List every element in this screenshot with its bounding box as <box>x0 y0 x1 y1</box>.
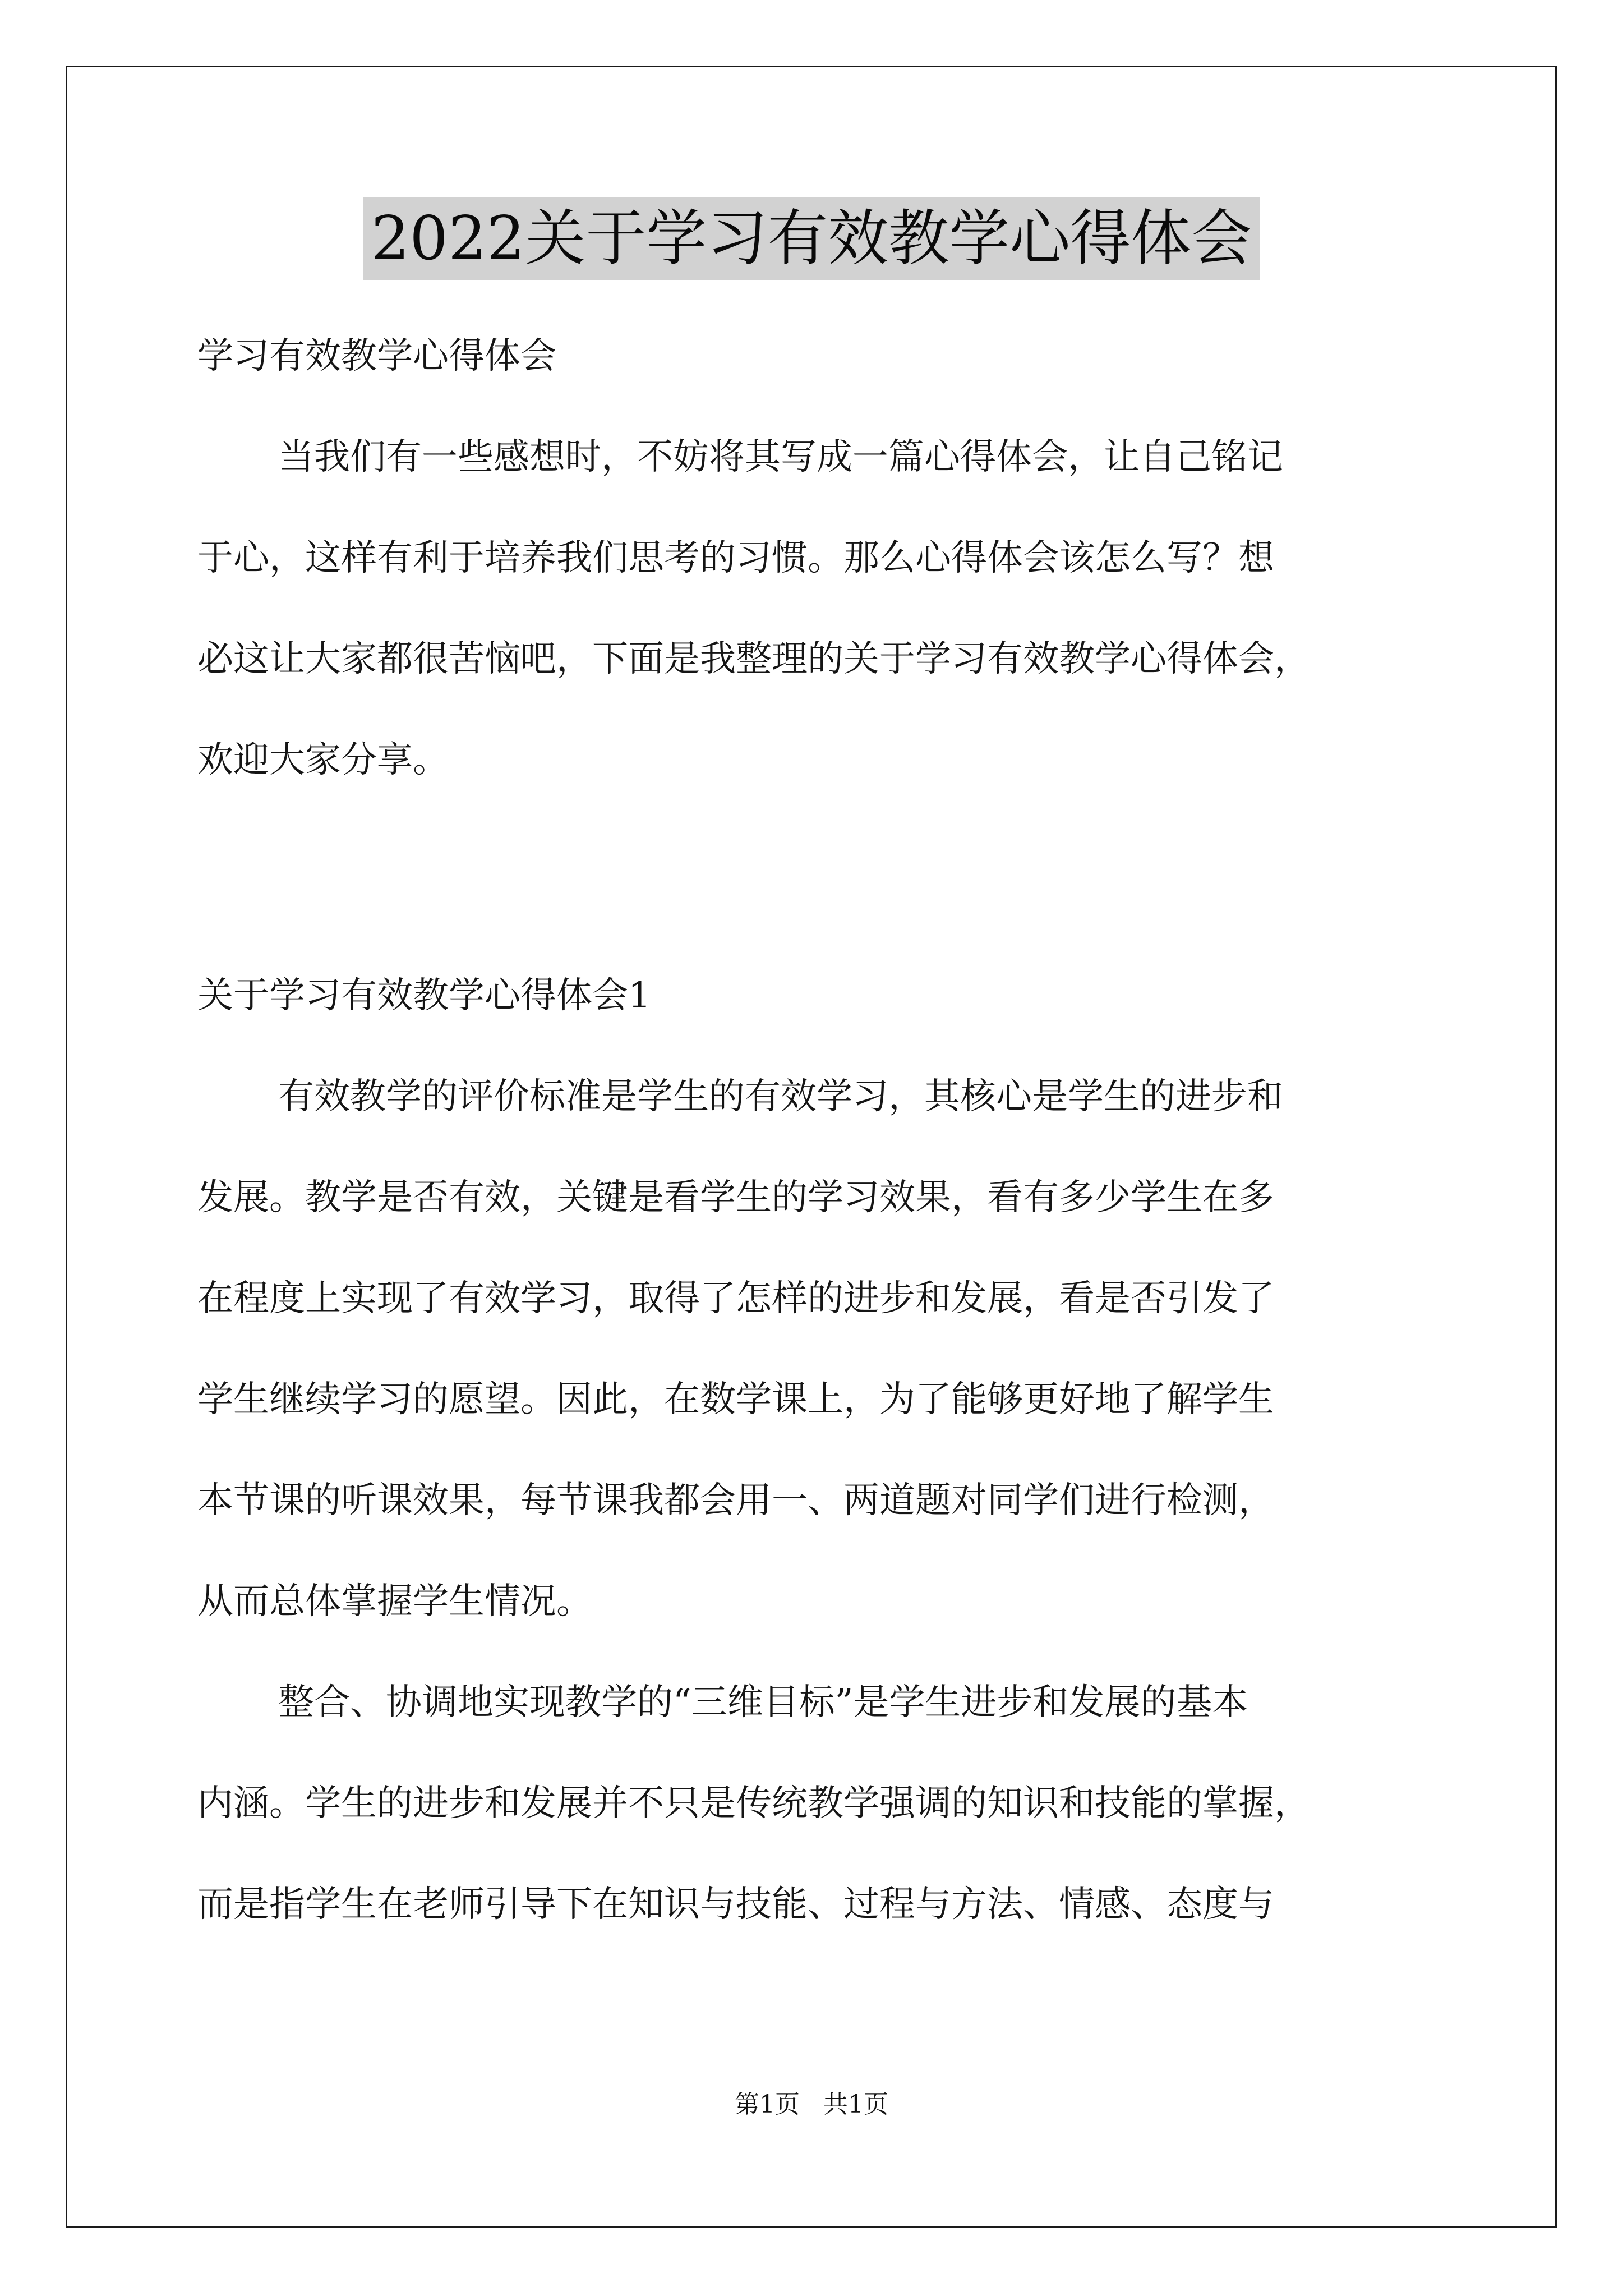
section-heading: 学习有效教学心得体会 <box>197 335 556 377</box>
paragraph-line: 而是指学生在老师引导下在知识与技能、过程与方法、情感、态度与 <box>197 1884 1274 1925</box>
paragraph-line: 欢迎大家分享。 <box>197 739 449 781</box>
page-total: 共1页 <box>823 2090 888 2119</box>
page-footer <box>0 2088 1623 2122</box>
paragraph-line: 本节课的听课效果，每节课我都会用一、两道题对同学们进行检测， <box>197 1480 1274 1521</box>
paragraph-line: 于心，这样有利于培养我们思考的习惯。那么心得体会该怎么写？想 <box>197 537 1274 579</box>
paragraph-line: 在程度上实现了有效学习，取得了怎样的进步和发展，看是否引发了 <box>197 1278 1274 1319</box>
document-title: 2022关于学习有效教学心得体会 <box>363 197 1260 280</box>
title-container <box>0 197 1623 280</box>
section-heading: 关于学习有效教学心得体会1 <box>197 975 651 1016</box>
paragraph-line: 内涵。学生的进步和发展并不只是传统教学强调的知识和技能的掌握， <box>197 1783 1310 1824</box>
paragraph-line: 从而总体掌握学生情况。 <box>197 1581 592 1622</box>
paragraph-line: 必这让大家都很苦恼吧，下面是我整理的关于学习有效教学心得体会， <box>197 638 1310 680</box>
paragraph-line: 当我们有一些感想时，不妨将其写成一篇心得体会，让自己铭记 <box>278 436 1283 478</box>
paragraph-line: 有效教学的评价标准是学生的有效学习，其核心是学生的进步和 <box>278 1076 1283 1117</box>
paragraph-line: 发展。教学是否有效，关键是看学生的学习效果，看有多少学生在多 <box>197 1177 1274 1218</box>
paragraph-line: 学生继续学习的愿望。因此，在数学课上，为了能够更好地了解学生 <box>197 1379 1274 1420</box>
page-number: 第1页 <box>735 2090 800 2119</box>
paragraph-line: 整合、协调地实现教学的“三维目标”是学生进步和发展的基本 <box>278 1682 1248 1723</box>
